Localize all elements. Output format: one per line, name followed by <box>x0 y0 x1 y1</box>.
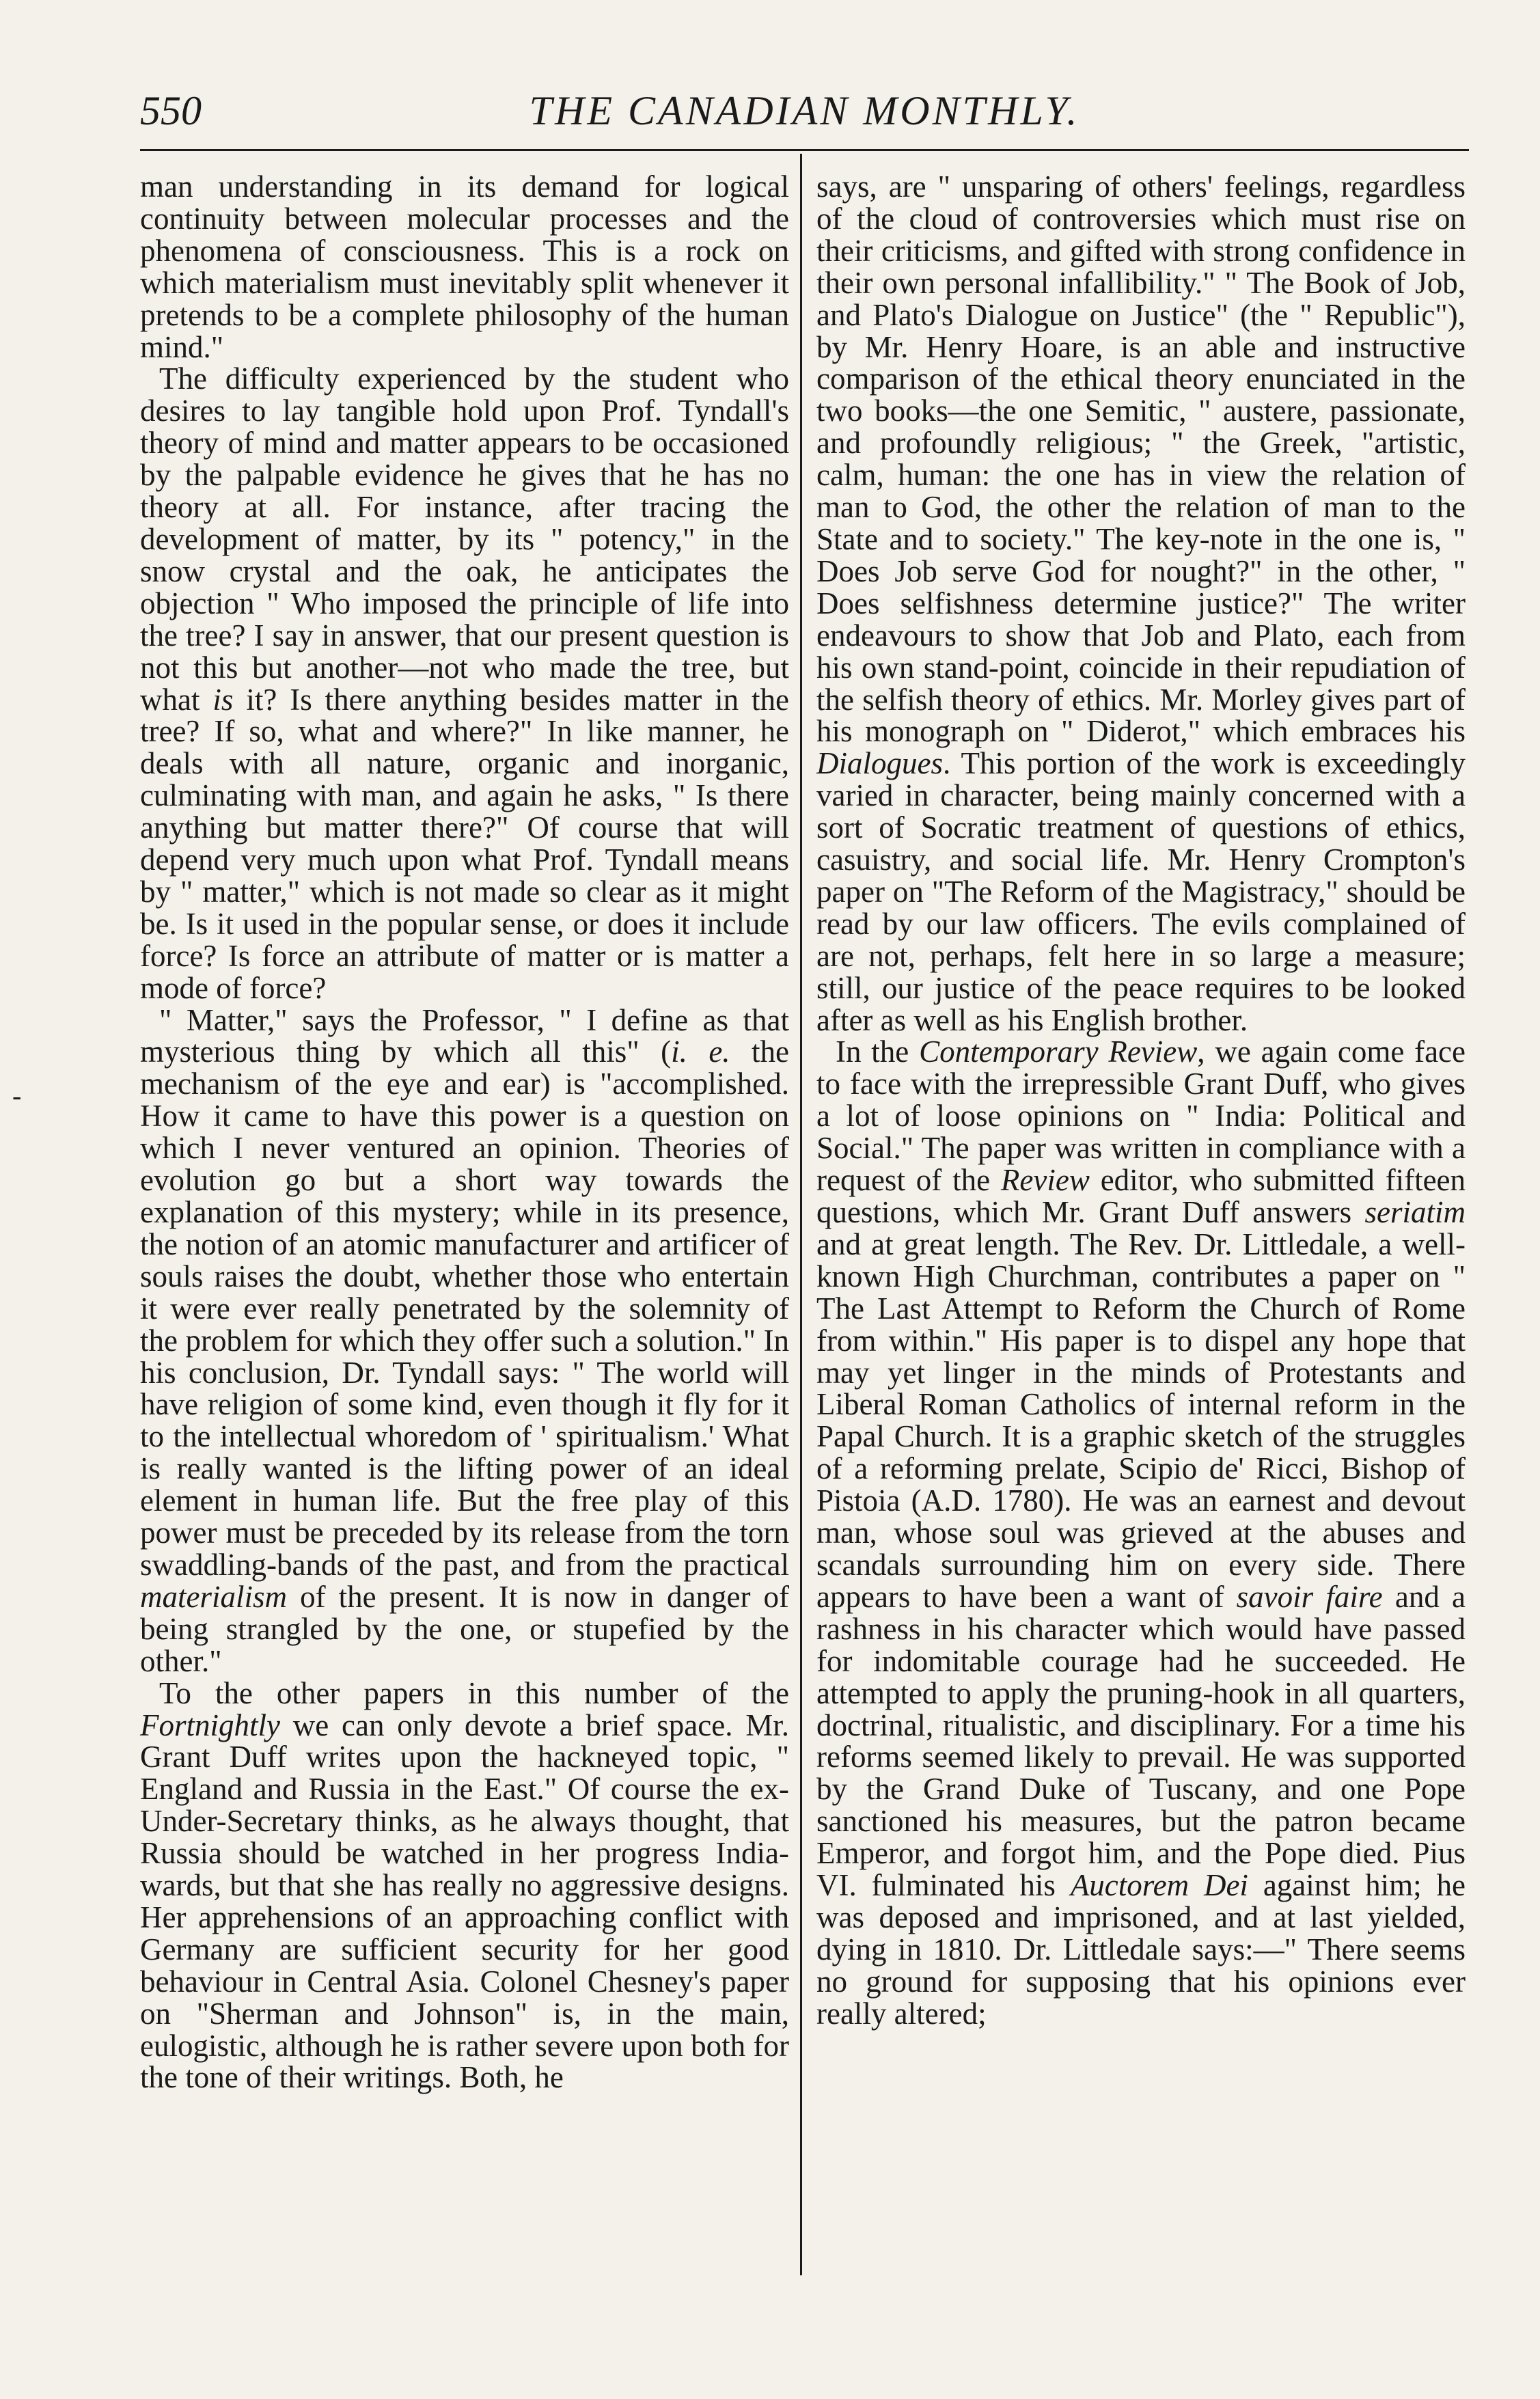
right-column <box>816 171 1466 2030</box>
margin-mark: - <box>12 1080 22 1111</box>
text-run: " Matter," says the Professor, " I define as that mysterious thing by which all this" ( <box>140 1002 789 1069</box>
text-run: we can only devote a brief space. Mr. Grant Duff writes upon the hackneyed topic, " England and Russia in the East." Of course the ex-Under-Secretary thinks, as he always thought, that Russia should be watched in her progress India-wards, but that she has really no aggressive designs. Her apprehensions of an approaching conflict with Germany are sufficient security for her good behaviour in Central Asia. Colonel Chesney's paper on "Sherman and Johnson" is, in the main, eulogistic, although he is rather severe upon both for the tone of their writings. Both, he <box>140 1708 790 2095</box>
paragraph <box>140 363 789 1004</box>
text-run: and a rashness in his character which would have passed for indomitable courage had he succeeded. He attempted to apply the pruning-hook in all quarters, doctrinal, ritualistic, and disciplinary. For a time his reforms seemed likely to prevail. He was supported by the Grand Duke of Tuscany, and one Pope sanctioned his measures, but the patron became Emperor, and forgot him, and the Pope died. Pius VI. fulminated his <box>816 1579 1466 1903</box>
paragraph <box>140 1677 789 2094</box>
italic-text: savoir faire <box>1236 1579 1383 1614</box>
italic-text: is <box>212 682 234 717</box>
text-run: editor, who submitted fifteen questions, which Mr. Grant Duff answers <box>816 1163 1466 1229</box>
text-run: of the present. It is now in danger of being strangled by the one, or stupefied by the other." <box>140 1579 790 1678</box>
text-run: and at great length. The Rev. Dr. Littledale, a well-known High Churchman, contributes a paper on " The Last Attempt to Reform the Church of Rome from within." His paper is to dispel any hope that may yet linger in the minds of Protestants and Liberal Roman Catholics of internal reform in the Papal Church. It is a graphic sketch of the struggles of a reforming prelate, Scipio de' Ricci, Bishop of Pistoia (A.D. 1780). He was an earnest and devout man, whose soul was grieved at the abuses and scandals surrounding him on every side. There appears to have been a want of <box>816 1226 1466 1614</box>
text-run: against him; he was deposed and imprisoned, and at last yielded, dying in 1810. Dr. Littledale says:—" There seems no ground for supposing that his opinions ever really altered; <box>816 1868 1466 2031</box>
text-run: man understanding in its demand for logical continuity between molecular processes and the phenomena of consciousness. This is a rock on which materialism must inevitably split whenever it pretends to be a complete philosophy of the human mind." <box>140 169 789 364</box>
text-run: the mechanism of the eye and ear) is "accomplished. How it came to have this power is a question on which I never ventured an opinion. Theories of evolution go but a short way towards the explanation of this mystery; while in its presence, the notion of an atomic manufacturer and artificer of souls raises the doubt, whether those who entertain it were ever really penetrated by the solemnity of the problem for which they offer such a solution." In his conclusion, Dr. Tyndall says: " The world will have religion of some kind, even though it fly for it to the intellectual whoredom of ' spiritualism.' What is really wanted is the lifting power of an ideal element in human life. But the free play of this power must be preceded by its release from the torn swaddling-bands of the past, and from the practical <box>140 1034 790 1582</box>
text-run: . This portion of the work is exceedingly varied in character, being mainly concerned with a sort of Socratic treatment of questions of ethics, casuistry, and social life. Mr. Henry Crompton's paper on "The Reform of the Magistracy," should be read by our law officers. The evils complained of are not, perhaps, felt here in so large a measure; still, our justice of the peace requires to be looked after as well as his English brother. <box>816 746 1466 1037</box>
italic-text: i. e. <box>671 1034 730 1069</box>
italic-text: Review <box>1000 1163 1090 1198</box>
italic-text: Fortnightly <box>140 1708 280 1742</box>
text-run: it? Is there anything besides matter in the tree? If so, what and where?" In like manner, he deals with all nature, organic and inorganic, culminating with man, and again he asks, " Is there anything but matter there?" Of course that will depend very much upon what Prof. Tyndall means by " matter," which is not made so clear as it might be. Is it used in the popular sense, or does it include force? Is force an attribute of matter or is matter a mode of force? <box>140 682 790 1005</box>
paragraph <box>816 1036 1466 2029</box>
text-run: , we again come face to face with the irrepressible Grant Duff, who gives a lot of loose opinions on " India: Political and Social." The paper was written in compliance with a request of the <box>816 1034 1466 1198</box>
paragraph <box>140 1004 789 1677</box>
text-run: says, are " unsparing of others' feelings, regardless of the cloud of controversies which must rise on their criticisms, and gifted with strong confidence in their own personal infallibility." " The Book of Job, and Plato's Dialogue on Justice" (the " Republic"), by Mr. Henry Hoare, is an able and instructive comparison of the ethical theory enunciated in the two books—the one Semitic, " austere, passionate, and profoundly religious; " the Greek, "artistic, calm, human: the one has in view the relation of man to God, the other the relation of man to the State and to society." The key-note in the one is, " Does Job serve God for nought?" in the other, " Does selfishness determine justice?" The writer endeavours to show that Job and Plato, each from his own stand-point, coincide in their repudiation of the selfish theory of ethics. Mr. Morley gives part of his monograph on " Diderot," which embraces his <box>816 169 1466 749</box>
running-title: THE CANADIAN MONTHLY. <box>529 88 1080 133</box>
italic-text: Auctorem Dei <box>1070 1868 1248 1903</box>
italic-text: materialism <box>140 1579 288 1614</box>
paragraph <box>140 171 789 363</box>
header-rule <box>140 149 1469 151</box>
text-run: The difficulty experienced by the student who desires to lay tangible hold upon Prof. Tyndall's theory of mind and matter appears to be occasioned by the palpable evidence he gives that he has no theory at all. For instance, after tracing the development of matter, by its " potency," in the snow crystal and the oak, he anticipates the objection " Who imposed the principle of life into the tree? I say in answer, that our present question is not this but another—not who made the tree, but what <box>140 361 789 717</box>
paragraph <box>816 171 1466 1036</box>
text-run: To the other papers in this number of the <box>159 1675 789 1710</box>
left-column <box>140 171 789 2094</box>
page-header <box>140 77 1469 145</box>
italic-text: seriatim <box>1364 1195 1466 1229</box>
column-rule <box>800 154 802 2275</box>
italic-text: Dialogues <box>816 746 943 781</box>
page-number: 550 <box>140 88 202 133</box>
text-run: In the <box>836 1034 909 1069</box>
italic-text: Contemporary Review <box>919 1034 1198 1069</box>
